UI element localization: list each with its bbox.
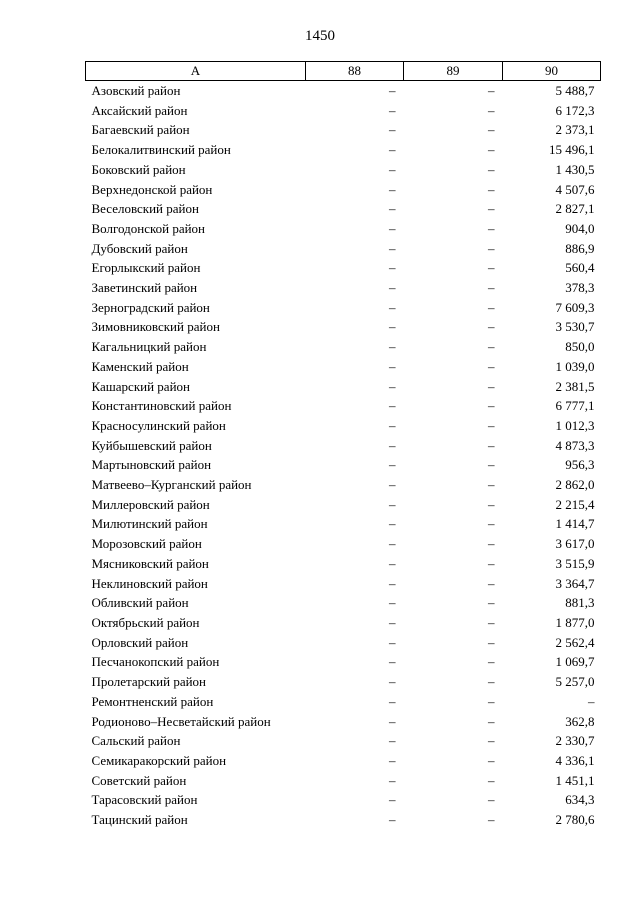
- district-name: Орловский район: [91, 634, 189, 650]
- table-row: [86, 140, 601, 160]
- table-row: [86, 810, 601, 830]
- column-header-90: 90: [503, 62, 601, 81]
- district-name: Егорлыкский район: [91, 260, 201, 276]
- value-col-90: 904,0: [565, 220, 595, 236]
- value-col-89: –: [488, 654, 495, 670]
- table-row: [86, 396, 601, 416]
- value-col-90: 1 414,7: [555, 516, 595, 532]
- value-col-88: –: [389, 812, 396, 828]
- page-number: 1450: [305, 28, 335, 44]
- value-col-89: –: [488, 812, 495, 828]
- district-name: Зерноградский район: [91, 299, 210, 315]
- value-col-90: 3 617,0: [555, 536, 595, 552]
- district-name: Кагальницкий район: [91, 339, 207, 355]
- value-col-90: 1 012,3: [555, 417, 595, 433]
- district-name: Веселовский район: [91, 201, 199, 217]
- value-col-88: –: [389, 496, 396, 512]
- table-row: [86, 495, 601, 515]
- value-col-89: –: [488, 83, 495, 98]
- table-row: [86, 160, 601, 180]
- table-row: [86, 534, 601, 554]
- value-col-89: –: [488, 536, 495, 552]
- district-name: Ремонтненский район: [91, 693, 214, 709]
- table-row: [86, 652, 601, 672]
- value-col-89: –: [488, 575, 495, 591]
- district-name: Багаевский район: [91, 122, 190, 138]
- value-col-89: –: [488, 398, 495, 414]
- value-col-90: 634,3: [565, 792, 595, 808]
- value-col-89: –: [488, 378, 495, 394]
- district-name: Волгодонской район: [91, 220, 206, 236]
- district-name: Родионово–Несветайский район: [91, 713, 271, 729]
- value-col-90: 2 862,0: [555, 477, 595, 493]
- table-row: [86, 180, 601, 200]
- value-col-90: 2 330,7: [555, 733, 595, 749]
- value-col-89: –: [488, 417, 495, 433]
- column-header-a: А: [86, 62, 306, 81]
- value-col-88: –: [389, 201, 396, 217]
- value-col-88: –: [389, 713, 396, 729]
- table-row: [86, 613, 601, 633]
- value-col-89: –: [488, 516, 495, 532]
- table-row: [86, 81, 601, 101]
- header-row: [86, 62, 601, 81]
- value-col-89: –: [488, 457, 495, 473]
- table-row: [86, 771, 601, 791]
- district-name: Азовский район: [91, 83, 181, 98]
- value-col-89: –: [488, 772, 495, 788]
- value-col-88: –: [389, 693, 396, 709]
- table-row: [86, 377, 601, 397]
- value-col-90: 1 039,0: [555, 358, 595, 374]
- value-col-88: –: [389, 161, 396, 177]
- value-col-88: –: [389, 634, 396, 650]
- value-col-88: –: [389, 280, 396, 296]
- value-col-90: 2 215,4: [555, 496, 595, 512]
- value-col-90: 6 777,1: [555, 398, 595, 414]
- district-name: Константиновский район: [91, 398, 232, 414]
- value-col-88: –: [389, 319, 396, 335]
- value-col-90: 850,0: [565, 339, 595, 355]
- value-col-89: –: [488, 220, 495, 236]
- value-col-88: –: [389, 752, 396, 768]
- value-col-90: 4 873,3: [555, 437, 595, 453]
- table-row: [86, 574, 601, 594]
- value-col-90: 4 507,6: [555, 181, 595, 197]
- column-header-88: 88: [306, 62, 404, 81]
- table-row: [86, 199, 601, 219]
- value-col-90: 3 515,9: [555, 555, 595, 571]
- district-name: Заветинский район: [91, 280, 198, 296]
- district-name: Морозовский район: [91, 536, 202, 552]
- value-col-89: –: [488, 733, 495, 749]
- value-col-88: –: [389, 733, 396, 749]
- value-col-89: –: [488, 477, 495, 493]
- district-name: Песчанокопский район: [91, 654, 220, 670]
- table-row: [86, 475, 601, 495]
- district-name: Матвеево–Курганский район: [91, 477, 252, 493]
- value-col-90: –: [588, 693, 595, 709]
- value-col-90: 5 488,7: [555, 83, 595, 98]
- district-name: Боковский район: [91, 161, 186, 177]
- value-col-90: 4 336,1: [555, 752, 595, 768]
- value-col-90: 956,3: [565, 457, 595, 473]
- value-col-89: –: [488, 181, 495, 197]
- table-row: [86, 554, 601, 574]
- value-col-90: 3 364,7: [555, 575, 595, 591]
- value-col-88: –: [389, 102, 396, 118]
- value-col-89: –: [488, 437, 495, 453]
- value-col-90: 362,8: [565, 713, 595, 729]
- value-col-89: –: [488, 496, 495, 512]
- value-col-88: –: [389, 260, 396, 276]
- value-col-88: –: [389, 595, 396, 611]
- table-row: [86, 317, 601, 337]
- value-col-89: –: [488, 693, 495, 709]
- value-col-89: –: [488, 595, 495, 611]
- value-col-90: 7 609,3: [555, 299, 595, 315]
- value-col-90: 1 451,1: [555, 772, 595, 788]
- table-row: [86, 692, 601, 712]
- value-col-90: 2 373,1: [555, 122, 595, 138]
- table-row: [86, 337, 601, 357]
- value-col-90: 6 172,3: [555, 102, 595, 118]
- value-col-88: –: [389, 614, 396, 630]
- district-name: Пролетарский район: [91, 674, 207, 690]
- table-row: [86, 455, 601, 475]
- table-header: [86, 62, 601, 81]
- table-row: [86, 239, 601, 259]
- table-row: [86, 278, 601, 298]
- value-col-88: –: [389, 674, 396, 690]
- district-name: Мясниковский район: [91, 555, 209, 571]
- district-name: Советский район: [91, 772, 187, 788]
- value-col-90: 2 562,4: [555, 634, 595, 650]
- table-row: [86, 514, 601, 534]
- table-row: [86, 790, 601, 810]
- value-col-90: 1 877,0: [555, 614, 595, 630]
- district-name: Семикаракорский район: [91, 752, 227, 768]
- value-col-88: –: [389, 437, 396, 453]
- table-row: [86, 712, 601, 732]
- table-row: [86, 751, 601, 771]
- value-col-88: –: [389, 378, 396, 394]
- value-col-88: –: [389, 142, 396, 158]
- value-col-89: –: [488, 319, 495, 335]
- budget-table: [85, 61, 601, 830]
- value-col-90: 5 257,0: [555, 674, 595, 690]
- table-row: [86, 357, 601, 377]
- table-row: [86, 416, 601, 436]
- district-name: Красносулинский район: [91, 417, 226, 433]
- district-name: Милютинский район: [91, 516, 208, 532]
- value-col-88: –: [389, 772, 396, 788]
- value-col-89: –: [488, 142, 495, 158]
- value-col-90: 3 530,7: [555, 319, 595, 335]
- table-row: [86, 219, 601, 239]
- value-col-88: –: [389, 555, 396, 571]
- district-name: Тацинский район: [91, 812, 188, 828]
- value-col-88: –: [389, 299, 396, 315]
- table-body: [86, 81, 601, 830]
- table-row: [86, 101, 601, 121]
- value-col-88: –: [389, 240, 396, 256]
- value-col-88: –: [389, 220, 396, 236]
- value-col-88: –: [389, 83, 396, 98]
- value-col-88: –: [389, 122, 396, 138]
- value-col-88: –: [389, 417, 396, 433]
- district-name: Белокалитвинский район: [91, 142, 231, 158]
- district-name: Обливский район: [91, 595, 189, 611]
- value-col-88: –: [389, 654, 396, 670]
- value-col-89: –: [488, 260, 495, 276]
- table-row: [86, 633, 601, 653]
- value-col-89: –: [488, 339, 495, 355]
- table-row: [86, 436, 601, 456]
- value-col-89: –: [488, 240, 495, 256]
- district-name: Верхнедонской район: [91, 181, 213, 197]
- value-col-89: –: [488, 358, 495, 374]
- value-col-90: 1 430,5: [555, 161, 595, 177]
- value-col-89: –: [488, 555, 495, 571]
- value-col-89: –: [488, 161, 495, 177]
- table-row: [86, 672, 601, 692]
- district-name: Дубовский район: [91, 240, 188, 256]
- value-col-89: –: [488, 634, 495, 650]
- value-col-89: –: [488, 280, 495, 296]
- value-col-90: 881,3: [565, 595, 595, 611]
- value-col-90: 2 381,5: [555, 378, 595, 394]
- value-col-89: –: [488, 752, 495, 768]
- table-row: [86, 731, 601, 751]
- district-name: Сальский район: [91, 733, 181, 749]
- value-col-88: –: [389, 575, 396, 591]
- value-col-90: 1 069,7: [555, 654, 595, 670]
- value-col-90: 378,3: [565, 280, 595, 296]
- value-col-88: –: [389, 339, 396, 355]
- value-col-89: –: [488, 713, 495, 729]
- table-row: [86, 298, 601, 318]
- value-col-88: –: [389, 358, 396, 374]
- value-col-88: –: [389, 536, 396, 552]
- column-header-89: 89: [404, 62, 503, 81]
- district-name: Зимовниковский район: [91, 319, 220, 335]
- table-row: [86, 593, 601, 613]
- district-name: Кашарский район: [91, 378, 190, 394]
- value-col-90: 2 780,6: [555, 812, 595, 828]
- district-name: Мартыновский район: [91, 457, 212, 473]
- value-col-88: –: [389, 398, 396, 414]
- table-row: [86, 120, 601, 140]
- value-col-89: –: [488, 614, 495, 630]
- value-col-89: –: [488, 299, 495, 315]
- value-col-90: 15 496,1: [549, 142, 595, 158]
- value-col-90: 886,9: [565, 240, 595, 256]
- value-col-89: –: [488, 122, 495, 138]
- value-col-89: –: [488, 102, 495, 118]
- value-col-89: –: [488, 201, 495, 217]
- value-col-88: –: [389, 516, 396, 532]
- district-name: Каменский район: [91, 358, 189, 374]
- value-col-88: –: [389, 457, 396, 473]
- district-name: Тарасовский район: [91, 792, 198, 808]
- district-name: Октябрьский район: [91, 614, 200, 630]
- district-name: Аксайский район: [91, 102, 188, 118]
- value-col-88: –: [389, 792, 396, 808]
- value-col-90: 560,4: [565, 260, 595, 276]
- value-col-88: –: [389, 477, 396, 493]
- value-col-88: –: [389, 181, 396, 197]
- district-name: Куйбышевский район: [91, 437, 212, 453]
- table-row: [86, 258, 601, 278]
- district-name: Миллеровский район: [91, 496, 210, 512]
- district-name: Неклиновский район: [91, 575, 208, 591]
- value-col-89: –: [488, 674, 495, 690]
- value-col-90: 2 827,1: [555, 201, 595, 217]
- value-col-89: –: [488, 792, 495, 808]
